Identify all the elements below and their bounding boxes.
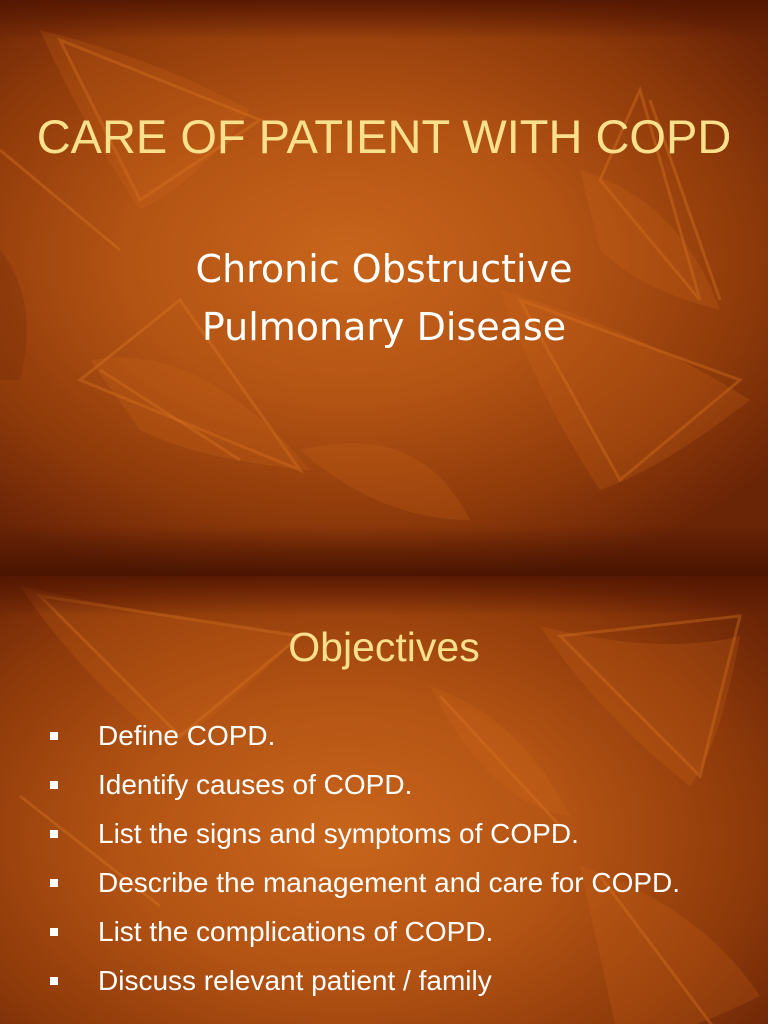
list-item <box>48 863 728 903</box>
objectives-list <box>48 716 728 1010</box>
objectives-slide <box>0 576 768 1024</box>
slide-title: CARE OF PATIENT WITH COPD <box>36 110 732 163</box>
bullet-square-icon <box>50 830 58 838</box>
list-item-text: Discuss relevant patient / family <box>98 965 492 996</box>
bullet-square-icon <box>50 879 58 887</box>
subtitle-line-2: Pulmonary Disease <box>201 305 567 349</box>
list-item <box>48 716 728 756</box>
subtitle-line-1: Chronic Obstructive <box>195 247 573 291</box>
list-item <box>48 912 728 952</box>
list-item <box>48 961 728 1001</box>
bullet-square-icon <box>50 928 58 936</box>
slide-subtitle <box>0 240 768 356</box>
list-item <box>48 814 728 854</box>
list-item-text: Describe the management and care for COPD. <box>98 867 681 898</box>
bullet-square-icon <box>50 781 58 789</box>
list-item <box>48 765 728 805</box>
bullet-square-icon <box>50 732 58 740</box>
bullet-square-icon <box>50 977 58 985</box>
list-item-text: List the signs and symptoms of COPD. <box>98 818 579 849</box>
list-item-text: List the complications of COPD. <box>98 916 494 947</box>
list-item-text: Identify causes of COPD. <box>98 769 413 800</box>
top-shade <box>0 0 768 40</box>
bottom-shade <box>0 526 768 576</box>
slide-title: Objectives <box>288 624 480 670</box>
top-shade <box>0 576 768 616</box>
list-item-text: Define COPD. <box>98 720 276 751</box>
